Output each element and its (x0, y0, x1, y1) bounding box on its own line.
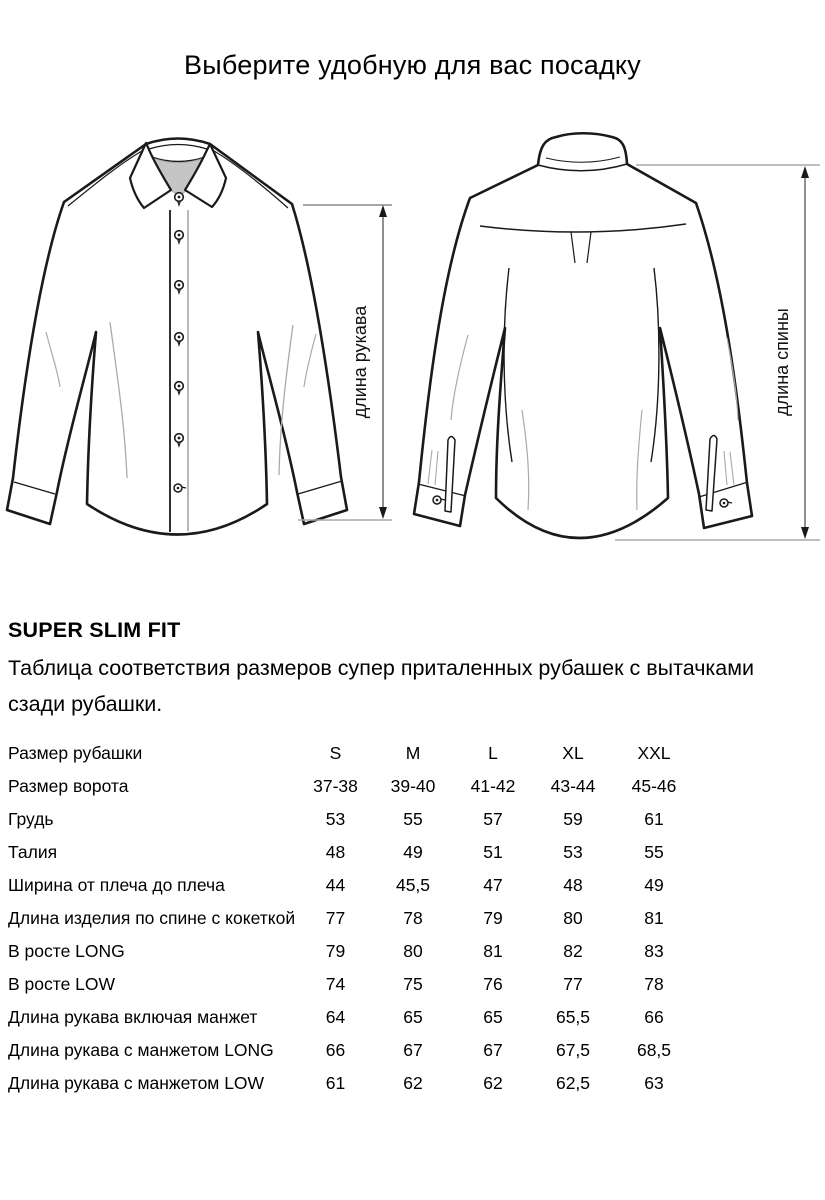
size-value: 75 (403, 974, 423, 994)
page-title: Выберите удобную для вас посадку (184, 50, 641, 80)
size-value: 83 (644, 941, 664, 961)
size-table (8, 737, 695, 1100)
size-value: 37-38 (313, 776, 358, 796)
size-value: XL (562, 743, 584, 763)
size-value: 44 (325, 875, 346, 895)
arrow-down-icon (379, 507, 387, 519)
size-value: S (329, 743, 342, 763)
size-value: 43-44 (550, 776, 596, 796)
fit-description: Таблица соответствия размеров супер приталенных рубашек с вытачками сзади рубашки. (8, 656, 755, 716)
fit-heading: SUPER SLIM FIT (8, 618, 181, 642)
row-label: В росте LONG (8, 941, 125, 961)
arrow-up-icon (801, 166, 809, 178)
row-label: Длина рукава с манжетом LOW (8, 1073, 265, 1093)
size-value: 77 (563, 974, 583, 994)
shirt-diagrams (0, 110, 825, 580)
size-value: 79 (325, 941, 346, 961)
size-value: 48 (325, 842, 346, 862)
size-value: 80 (563, 908, 583, 928)
size-value: 62 (483, 1073, 503, 1093)
size-value: 61 (325, 1073, 346, 1093)
size-value: 78 (403, 908, 423, 928)
size-value: 48 (563, 875, 583, 895)
table-row (8, 803, 695, 836)
size-value: 53 (563, 842, 583, 862)
table-row (8, 1034, 695, 1067)
back-silhouette (414, 133, 752, 538)
row-label: Ширина от плеча до плеча (8, 875, 225, 895)
size-value: 82 (563, 941, 583, 961)
size-value: 81 (483, 941, 503, 961)
size-value: 62,5 (555, 1073, 591, 1093)
row-label: Талия (8, 842, 58, 862)
back-length-label: длина спины (772, 308, 792, 416)
size-value: 66 (325, 1040, 346, 1060)
size-value: 57 (483, 809, 503, 829)
size-value: 51 (483, 842, 503, 862)
row-label: Грудь (8, 809, 54, 829)
row-label: Размер рубашки (8, 743, 143, 763)
row-label: Размер ворота (8, 776, 129, 796)
arrow-up-icon (379, 205, 387, 217)
size-value: 49 (403, 842, 423, 862)
size-value: 53 (325, 809, 346, 829)
size-value: 41-42 (470, 776, 516, 796)
table-row (8, 1067, 695, 1100)
table-row (8, 935, 695, 968)
size-value: 62 (403, 1073, 423, 1093)
table-row (8, 902, 695, 935)
size-value: 45-46 (631, 776, 677, 796)
shirt-diagram-canvas (0, 110, 825, 580)
size-value: M (405, 743, 421, 763)
size-value: 64 (325, 1007, 346, 1027)
table-row (8, 1001, 695, 1034)
shirt-front-drawing (7, 139, 347, 535)
shirt-back-drawing (414, 133, 752, 538)
size-value: 55 (644, 842, 664, 862)
row-label: Длина изделия по спине с кокеткой (8, 908, 296, 928)
row-label: Длина рукава включая манжет (8, 1007, 258, 1027)
table-row (8, 770, 695, 803)
size-value: 77 (325, 908, 346, 928)
size-value: 66 (644, 1007, 664, 1027)
size-value: XXL (637, 743, 671, 763)
size-value: 67 (403, 1040, 423, 1060)
size-value: 63 (644, 1073, 664, 1093)
size-value: 65,5 (555, 1007, 591, 1027)
table-row (8, 836, 695, 869)
size-value: 78 (644, 974, 664, 994)
size-value: 65 (403, 1007, 423, 1027)
size-value: 55 (403, 809, 423, 829)
size-value: 45,5 (395, 875, 431, 895)
size-value: 80 (403, 941, 423, 961)
size-value: 67 (483, 1040, 503, 1060)
size-value: 79 (483, 908, 503, 928)
size-value: 65 (483, 1007, 503, 1027)
table-row (8, 869, 695, 902)
sleeve-length-label: длина рукава (350, 305, 370, 419)
table-row (8, 968, 695, 1001)
size-value: 61 (644, 809, 664, 829)
size-value: 59 (563, 809, 583, 829)
size-value: 68,5 (636, 1040, 672, 1060)
size-value: 39-40 (390, 776, 436, 796)
size-value: 74 (325, 974, 346, 994)
table-row (8, 737, 695, 770)
row-label: Длина рукава с манжетом LONG (8, 1040, 274, 1060)
size-value: 81 (644, 908, 664, 928)
row-label: В росте LOW (8, 974, 116, 994)
size-value: 49 (644, 875, 664, 895)
size-value: 67,5 (555, 1040, 591, 1060)
arrow-down-icon (801, 527, 809, 539)
size-value: L (488, 743, 498, 763)
size-value: 76 (483, 974, 503, 994)
size-value: 47 (483, 875, 503, 895)
